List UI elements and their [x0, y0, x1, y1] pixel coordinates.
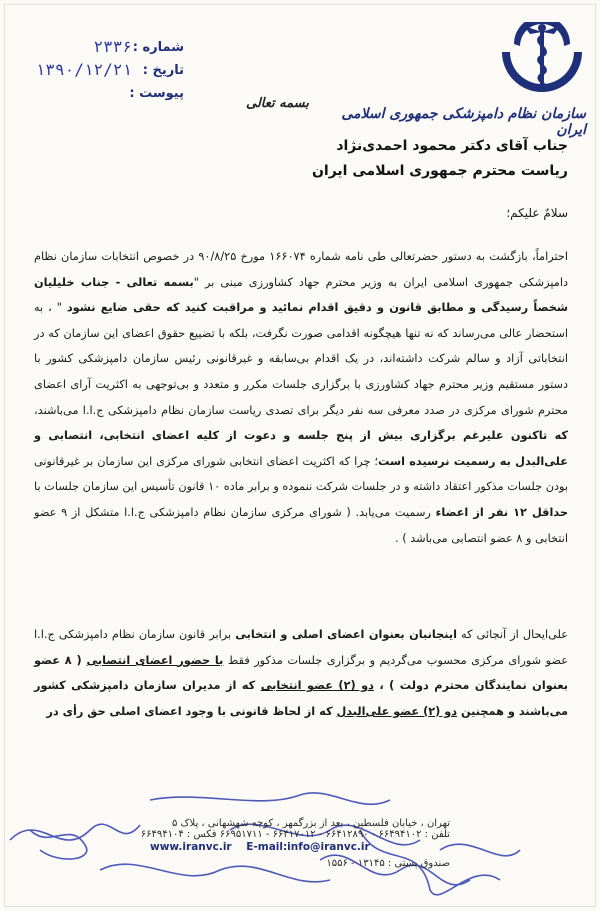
p2-text-a: علی‌ایحال از آنجائی که	[456, 628, 568, 641]
p2-text-e: ( ۸ عضو بعنوان نمایندگان محترم دولت ) ،	[34, 653, 569, 693]
p2-elected-members: اینجانبان بعنوان اعضای اصلی و انتخابی	[235, 628, 457, 641]
email-link[interactable]: E-mail:info@iranvc.ir	[246, 841, 370, 853]
date-row	[14, 60, 184, 86]
p2-two-alternate: دو (۲) عضو علی‌البدل	[336, 704, 458, 718]
greeting: سلامٌ علیکم؛	[506, 206, 568, 220]
recipient-name: جناب آقای دکتر محمود احمدی‌نژاد	[336, 138, 568, 154]
website-link[interactable]: www.iranvc.ir	[150, 841, 232, 853]
footer-address: تهران ، خیابان فلسطین ، بعد از بزرگمهر ، کوچه شهشهانی ، پلاک ۵	[171, 818, 450, 829]
basmala-heading: بسمه تعالی	[246, 96, 309, 111]
footer-web	[150, 841, 470, 853]
p1-text-g: رسمیت می‌یابد. ( شورای مرکزی سازمان نظام دامپزشکی ج.ا.ا متشکل از ۹ عضو انتخابی و ۸ عضو انتصابی می‌باشد ) .	[34, 505, 568, 545]
p2-text-c: برابر قانون سازمان نظام دامپزشکی ج.ا.ا عضو شورای مرکزی محسوب می‌گردیم و برگزاری جلسات مذکور فقط	[34, 628, 569, 667]
date-label: تاریخ :	[142, 63, 184, 78]
body-paragraph-2	[34, 622, 568, 724]
veterinary-logo-icon	[494, 22, 590, 102]
number-value: ۲۳۳۶	[93, 37, 132, 56]
number-label: شماره :	[132, 40, 184, 55]
p1-quote: بسمه تعالی - جناب خلیلیان شخصاً رسیدگی و مطابق قانون و دقیق اقدام نمائید و مراقبت کنید که حقی ضایع نشود	[34, 275, 568, 315]
letter-meta	[14, 37, 184, 109]
p2-text-i: که از لحاظ قانونی با وجود اعضای اصلی حق رأی در	[46, 704, 337, 718]
p2-two-elected: دو (۲) عضو انتخابی	[260, 679, 374, 693]
recipient-title: ریاست محترم جمهوری اسلامی ایران	[311, 163, 568, 179]
p2-text-g: که از مدیران سازمان دامپزشکی کشور می‌باشند و همچنین	[34, 679, 568, 718]
p1-text-a: احتراماً، بازگشت به دستور حضرتعالی طی نامه شماره ۱۶۶۰۷۴ مورخ ۹۰/۸/۲۵ در خصوص انتخابات سازمان نظام دامپزشکی جمهوری اسلامی ایران به وزیر محترم جهاد کشاورزی مبنی بر "	[34, 250, 568, 289]
footer-pobox: صندوق پستی : ۱۳۱۴۵ - ۱۵۵۶	[326, 858, 450, 869]
p2-appointed-only: با حضور اعضای انتصابی	[86, 653, 224, 667]
p1-text-c: " ، به استحضار عالی می‌رساند که نه تنها هیچگونه اقدامی صورت نگرفت، بلکه با تضییع حقوق اعضای این سازمان که در انتخاباتی آزاد و سالم شرکت داشته‌اند، در یک اقدام بی‌سابقه و غیرقانونی رئیس سازمان دامپزشکی کشور با دستور مستقیم وزیر محترم جهاد کشاورزی با برگزاری جلسات مکرر و متعدد و بی‌توجهی به اکثریت آرای اعضای محترم شورای مرکزی در صدد معرفی سه نفر دیگر برای تصدی ریاست سازمان نظام دامپزشکی ج.ا.ا می‌باشند،	[34, 301, 568, 417]
attachment-row	[14, 86, 184, 109]
p1-emphasis: که تاکنون علیرغم برگزاری بیش از پنج جلسه و دعوت از کلیه اعضای انتخابی، انتصابی و علی‌البدل به رسمیت نرسیده است	[34, 429, 568, 468]
body-paragraph-1	[34, 244, 568, 551]
date-value: ۱۳۹۰/۱۲/۲۱	[35, 60, 132, 79]
attachment-label: پیوست :	[129, 86, 184, 101]
p1-quorum: حداقل ۱۲ نفر از اعضاء	[435, 505, 568, 519]
footer-phone: تلفن : ۶۶۴۹۴۱۰۲ - ۶۶۴۱۲۸۹۰ - ۶۶۴۱۷۰۱۲ - ۶۶۹۵۱۷۱۱ فکس : ۶۶۴۹۴۱۰۴	[140, 829, 450, 840]
organization-name: سازمان نظام دامپزشکی جمهوری اسلامی ایران	[341, 106, 586, 138]
p1-text-e: ؛ چرا که اکثریت اعضای انتخابی شورای مرکزی این سازمان بر غیرقانونی بودن جلسات مذکور اعتقاد داشته و در جلسات شرکت ننموده و برابر ماده ۱۰ قانون تأسیس این سازمان جلسات با	[34, 454, 568, 494]
